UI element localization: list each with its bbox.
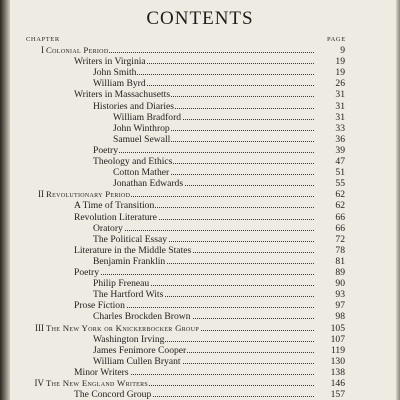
toc-entry (0, 234, 345, 245)
toc-entry (0, 89, 345, 100)
page-number: 26 (315, 78, 345, 89)
toc-entry (0, 367, 345, 378)
page-number: 72 (315, 234, 345, 245)
toc-entry (0, 134, 345, 145)
toc-entry (0, 389, 345, 400)
entry-title: Cotton Mather (113, 167, 170, 179)
page-number: 31 (315, 112, 345, 123)
page-number: 47 (315, 156, 345, 167)
toc-entry (0, 67, 345, 78)
toc-entry (0, 289, 345, 300)
entry-title: The Political Essay (93, 233, 168, 245)
page-number: 130 (315, 356, 345, 367)
entry-title: John Smith (93, 67, 137, 79)
leader-dots (74, 274, 340, 275)
page-number: 89 (315, 267, 345, 278)
toc-entry (0, 278, 345, 289)
page-number: 146 (315, 378, 345, 389)
chapter-number: II (38, 189, 44, 200)
toc-entry (0, 311, 345, 322)
toc-entry (0, 156, 345, 167)
toc-entry (0, 356, 345, 367)
toc-entry (0, 112, 345, 123)
chapter-column-header: CHAPTER (26, 36, 60, 43)
page-number: 93 (315, 289, 345, 300)
toc-entry (0, 167, 345, 178)
page-number: 98 (315, 311, 345, 322)
chapter-entry (0, 189, 345, 200)
entry-title: Philip Freneau (93, 278, 150, 290)
toc-entry (0, 345, 345, 356)
page-number: 81 (315, 256, 345, 267)
page-number: 90 (315, 278, 345, 289)
entry-title: Revolutionary Period (46, 189, 131, 200)
page-number: 157 (315, 389, 345, 400)
entry-title: Writers in Massachusetts (74, 89, 171, 101)
page-number: 138 (315, 367, 345, 378)
page-number: 97 (315, 300, 345, 311)
toc-entry (0, 123, 345, 134)
page-number: 19 (315, 67, 345, 78)
page-number: 62 (315, 189, 345, 200)
entry-title: James Fenimore Cooper (93, 344, 187, 356)
page-number: 62 (315, 200, 345, 211)
page-number: 105 (315, 323, 345, 334)
chapter-number: IV (34, 378, 44, 388)
page-number: 119 (315, 345, 345, 356)
toc-entry (0, 334, 345, 345)
page-number: 31 (315, 89, 345, 100)
toc-entry (0, 256, 345, 267)
entry-title: William Bradford (113, 111, 182, 123)
leader-dots (93, 230, 340, 231)
page-number: 55 (315, 178, 345, 189)
entry-title: The New York or Knickerbocker Group (46, 322, 199, 333)
page-number: 66 (315, 223, 345, 234)
entry-title: Colonial Period (46, 45, 109, 55)
entry-title: Benjamin Franklin (93, 255, 166, 267)
entry-title: Literature in the Middle States (74, 244, 192, 256)
toc-entry (0, 223, 345, 234)
page-column-header: PAGE (327, 36, 346, 43)
chapter-entry (0, 323, 345, 334)
chapter-number: III (35, 322, 44, 333)
leader-dots (93, 152, 340, 153)
entry-title: Revolution Literature (74, 211, 157, 223)
entry-title: The Concord Group (74, 389, 152, 400)
page-number: 19 (315, 56, 345, 67)
entry-title: Histories and Diaries (93, 100, 174, 112)
page-number: 9 (315, 45, 345, 56)
entry-title: Samuel Sewall (113, 133, 171, 145)
entry-title: William Byrd (93, 78, 146, 90)
entry-title: William Cullen Bryant (93, 355, 181, 367)
entry-title: Prose Fiction (74, 300, 125, 312)
page-number: 51 (315, 167, 345, 178)
page-number: 39 (315, 145, 345, 156)
toc-entry (0, 78, 345, 89)
entry-title: Poetry (74, 267, 100, 278)
page-number: 107 (315, 334, 345, 345)
page-number: 66 (315, 212, 345, 223)
chapter-entry (0, 378, 345, 389)
toc-entry (0, 300, 345, 311)
toc-entry (0, 145, 345, 156)
toc-entry (0, 101, 345, 112)
entry-title: Theology and Ethics (93, 156, 173, 167)
entry-title: Poetry (93, 144, 119, 156)
entry-title: A Time of Transition (74, 200, 155, 212)
chapter-number: I (41, 45, 44, 55)
page-number: 31 (315, 101, 345, 112)
page-edge (396, 0, 400, 400)
toc-entry (0, 267, 345, 278)
entry-title: The New England Writers (46, 378, 149, 388)
page-title: CONTENTS (146, 8, 254, 29)
entry-title: Oratory (93, 222, 123, 234)
toc-entry (0, 200, 345, 211)
page-number: 36 (315, 134, 345, 145)
chapter-entry (0, 45, 345, 56)
page-number: 33 (315, 123, 345, 134)
entry-title: Jonathan Edwards (113, 178, 184, 190)
toc-entry (0, 245, 345, 256)
page-number: 78 (315, 245, 345, 256)
entry-title: Writers in Virginia (74, 56, 146, 68)
entry-title: The Hartford Wits (93, 289, 164, 301)
entry-title: Charles Brockden Brown (93, 311, 191, 323)
toc-entry (0, 212, 345, 223)
toc-entry (0, 56, 345, 67)
toc-entry (0, 178, 345, 189)
entry-title: Minor Writers (74, 366, 129, 378)
entry-title: John Winthrop (113, 122, 170, 134)
entry-title: Washington Irving (93, 333, 165, 345)
